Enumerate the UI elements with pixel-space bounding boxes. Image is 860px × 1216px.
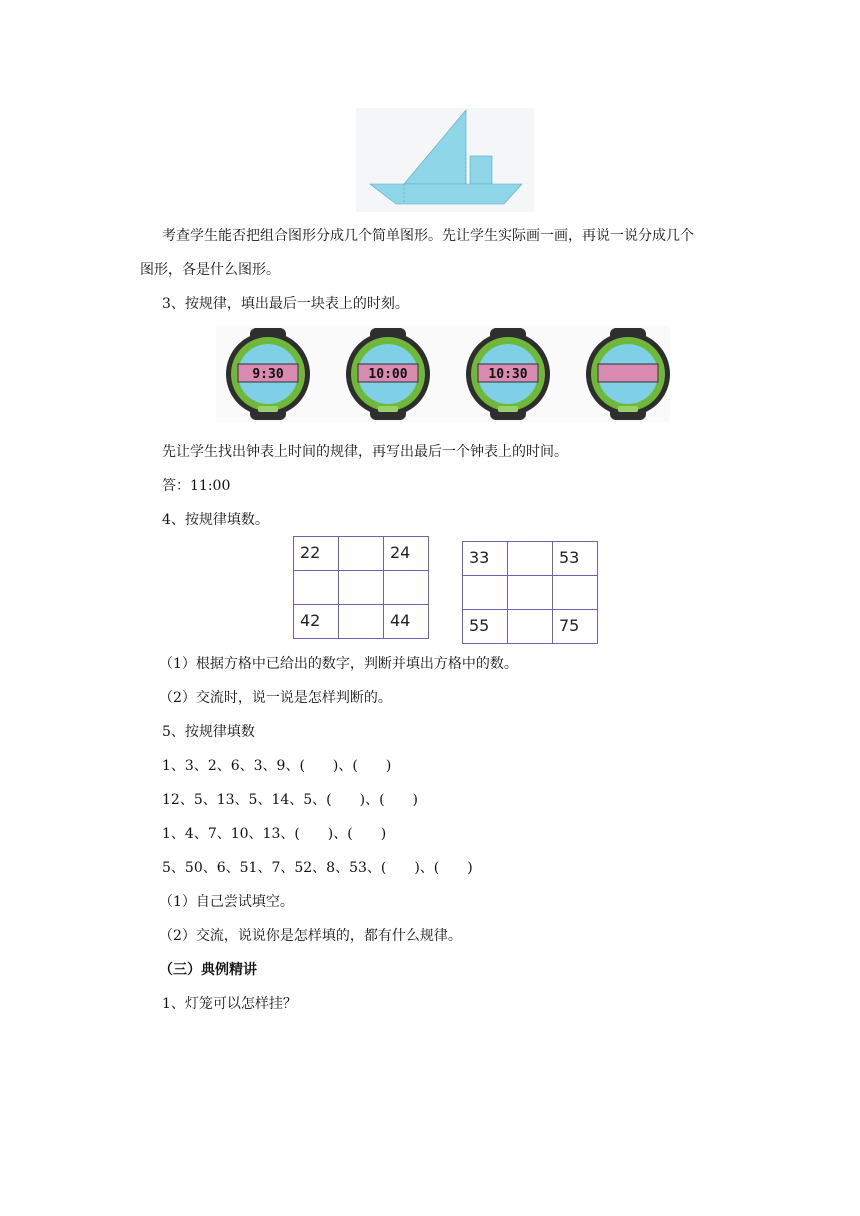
boat-hull	[370, 184, 522, 204]
grid-cell: 44	[384, 605, 429, 639]
question-4-heading: 4、按规律填数。	[162, 512, 269, 528]
watch-2	[340, 328, 436, 420]
paragraph-line-2: 图形，各是什么图形。	[140, 262, 280, 278]
boat-cabin	[470, 156, 492, 184]
answer-line: 答：11:00	[162, 478, 231, 494]
sequence-2: 12、5、13、5、14、5、( )、( )	[162, 792, 419, 808]
watch-4	[580, 328, 676, 420]
question-5-heading: 5、按规律填数	[162, 724, 255, 740]
grid-cell	[294, 571, 339, 605]
grid-cell	[384, 571, 429, 605]
boat-sail	[404, 110, 466, 184]
sequence-4: 5、50、6、51、7、52、8、53、( )、( )	[162, 860, 473, 876]
grid-cell	[508, 576, 553, 610]
grid-cell	[553, 576, 598, 610]
grid-cell: 53	[553, 542, 598, 576]
number-grid-left	[293, 536, 429, 639]
instruction-3: （1）自己尝试填空。	[159, 894, 294, 910]
example-1-heading: 1、灯笼可以怎样挂？	[162, 996, 297, 1012]
watch-2-time: 10:00	[368, 367, 408, 382]
grid-cell: 55	[463, 610, 508, 644]
section-heading: （三）典例精讲	[159, 962, 257, 978]
watch-1-time: 9:30	[252, 367, 284, 382]
question-3-heading: 3、按规律，填出最后一块表上的时刻。	[162, 296, 409, 312]
boat-figure	[356, 108, 534, 212]
paragraph-line-4: 先让学生找出钟表上时间的规律，再写出最后一个钟表上的时间。	[162, 444, 568, 460]
sequence-1: 1、3、2、6、3、9、( )、( )	[162, 758, 392, 774]
watch-row	[216, 326, 670, 422]
grid-cell	[463, 576, 508, 610]
instruction-1: （1）根据方格中已给出的数字，判断并填出方格中的数。	[159, 656, 518, 672]
watch-3-time: 10:30	[488, 367, 528, 382]
number-grid-right	[462, 541, 598, 644]
grid-cell: 22	[294, 537, 339, 571]
sequence-3: 1、4、7、10、13、( )、( )	[162, 826, 387, 842]
watch-3	[460, 328, 556, 420]
grid-cell: 75	[553, 610, 598, 644]
grid-cell	[339, 571, 384, 605]
grid-cell: 33	[463, 542, 508, 576]
grid-cell	[339, 537, 384, 571]
grid-cell: 42	[294, 605, 339, 639]
instruction-4: （2）交流，说说你是怎样填的，都有什么规律。	[159, 928, 462, 944]
grid-cell	[508, 610, 553, 644]
watch-1	[220, 328, 316, 420]
instruction-2: （2）交流时，说一说是怎样判断的。	[159, 690, 392, 706]
paragraph-line-1: 考查学生能否把组合图形分成几个简单图形。先让学生实际画一画，再说一说分成几个	[162, 228, 694, 244]
grid-cell	[508, 542, 553, 576]
grid-cell: 24	[384, 537, 429, 571]
grid-cell	[339, 605, 384, 639]
